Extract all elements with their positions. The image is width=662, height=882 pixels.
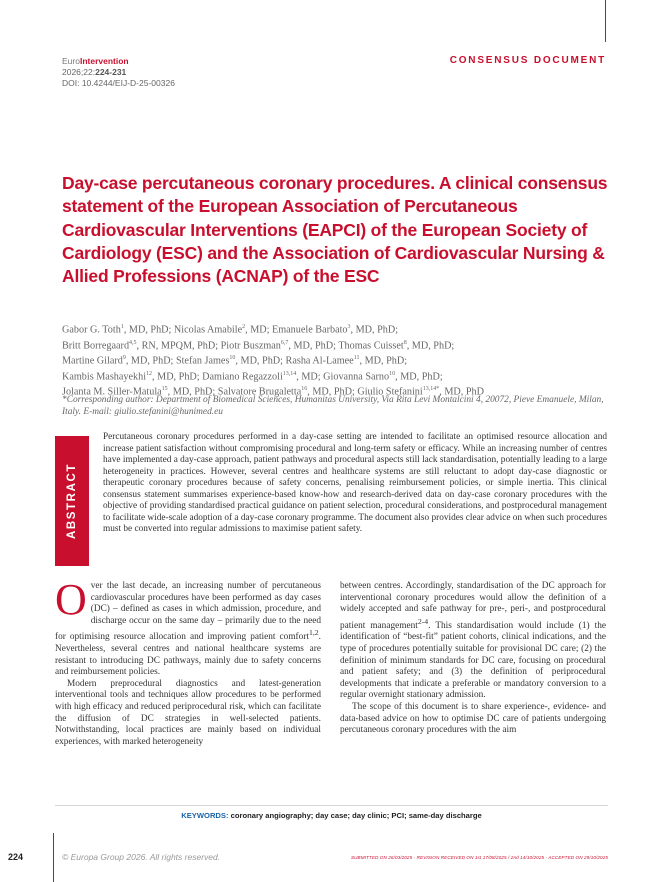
author-degrees: , RN, MPQM, PhD; <box>136 339 221 351</box>
submission-history: SUBMITTED ON 26/03/2025 - REVISION RECEIVED ON 1st 17/08/2025 / 2nd 14/10/2025 - ACCEPTED ON 29/10/2025 <box>350 855 608 860</box>
page-number: 224 <box>8 852 24 862</box>
author-line <box>62 352 622 368</box>
author-degrees: , MD, PhD; <box>125 355 176 367</box>
author-affiliation: 12 <box>146 370 153 377</box>
author-name: Giulio Stefanini <box>357 386 423 398</box>
author-name: Gabor G. Toth <box>62 324 121 336</box>
author-affiliation: 9 <box>122 355 126 362</box>
intro-paragraph-2: Modern preprocedural diagnostics and latest-generation interventional tools and techniques allow procedures to be performed with high efficacy and reduced periprocedural risk, which can facilitate the diffusion of DC strategies in well-selected patients. Notwithstanding, local practices are mainly based on individual experiences, with marked heterogeneity <box>55 678 321 747</box>
author-name: Stefan James <box>175 355 230 367</box>
author-degrees: , MD, PhD; <box>235 355 286 367</box>
journal-citation: 2026;22:224-231 <box>62 67 127 77</box>
article-title: Day-case percutaneous coronary procedures. A clinical consensus statement of the European Association of Percutaneous Cardiovascular Interventions (EAPCI) of the European Society of Cardiology (ESC) and the Association of Cardiovascular Nursing & Allied Professions (ACNAP) of the ESC <box>62 173 608 287</box>
author-affiliation: 2 <box>242 324 246 330</box>
journal-name: EuroIntervention <box>62 56 129 66</box>
author-name: Britt Borregaard <box>62 339 130 351</box>
intro-paragraph-1: Over the last decade, an increasing number of percutaneous cardiovascular procedures have been performed as day cases (DC) – defined as cases in which admission, procedure, and discharge occur on the same day – primarily due to the need for optimising resource allocation and improving patient comfort$^{1,2}$. Nevertheless, several centres and national healthcare systems are resistant to introducing DC pathways, mainly due to safety concerns and reimbursement policies. <box>55 575 321 678</box>
author-degrees: , MD, PhD <box>439 386 484 398</box>
author-degrees: , MD, PhD; <box>288 339 339 351</box>
intro-paragraph-4: The scope of this document is to share experience-, evidence- and data-based advice on how to optimise DC care of patients undergoing percutaneous coronary procedures with the aim <box>340 702 606 736</box>
copyright: © Europa Group 2026. All rights reserved. <box>62 852 221 862</box>
author-name: Nicolas Amabile <box>173 324 243 336</box>
author-name: Piotr Buszman <box>220 339 281 351</box>
drop-cap: O <box>55 575 87 624</box>
corresponding-author: *Corresponding author: Department of Biomedical Sciences, Humanitas University, Via Rita Levi Montalcini 4, 20072, Pieve Emanuele, Milan, Italy. E-mail: giulio.stefanini@hunimed.eu <box>62 395 604 418</box>
author-line <box>62 368 622 384</box>
author-affiliation: 1 <box>120 324 124 330</box>
author-affiliation: 3 <box>347 324 351 330</box>
author-degrees: , MD, PhD; <box>395 371 443 383</box>
keywords-label: KEYWORDS: <box>181 811 229 820</box>
abstract-label: ABSTRACT <box>66 462 79 540</box>
author-degrees: , MD, PhD; <box>152 371 203 383</box>
author-name: Martine Gilard <box>62 355 123 367</box>
author-affiliation: 10 <box>389 370 396 377</box>
journal-doi: DOI: 10.4244/EIJ-D-25-00326 <box>62 78 175 88</box>
author-affiliation: 13,14* <box>422 386 440 393</box>
author-list <box>62 321 622 399</box>
intro-paragraph-3: between centres. Accordingly, standardisation of the DC approach for interventional coronary procedures would allow the definition of a widely accepted and safe pathway for pre-, peri-, and postprocedural patient management$^{2-4}$. This standardisation would include (1) the identification of “best-fit” patient cohorts, clinical indications, and the type of procedures potentially suitable for provisional DC care; (2) the definition of minimum standards for DC care, focusing on procedural and patient safety; and (3) the definition of periprocedural developments that indicate a preferable or mandatory conversion to a regular overnight stationary admission. <box>340 581 606 701</box>
body-column-left <box>55 575 321 748</box>
abstract-text: Percutaneous coronary procedures performed in a day-case setting are intended to facilitate an optimised resource allocation and increase patient satisfaction without compromising procedural and long-term safety or efficacy. While an increasing number of centres have implemented a day-case approach, patient pathways and procedural aspects still lack standardisation, potentially leading to a large heterogeneity in practices. However, several centres and healthcare systems are still reluctant to adopt day-case diagnostic or therapeutic coronary procedures because of safety concerns, penalising reimbursement policies, or simple inertia. This clinical consensus statement summarises experience-based know-how and research-derived data on day-case coronary procedures with the objective of providing standardised practical guidance on patient selection, procedural considerations, and postprocedural management to facilitate wide-scale adoption of a day-case coronary programme. The document also provides clear advice on when such procedures must be converted into regular admissions to maximise patient safety. <box>103 432 608 534</box>
author-degrees: , MD; <box>296 371 324 383</box>
author-affiliation: 10 <box>229 355 236 362</box>
keywords <box>55 811 608 820</box>
author-name: Kambis Mashayekhi <box>62 371 147 383</box>
author-degrees: , MD, PhD; <box>123 324 174 336</box>
author-name: Thomas Cuisset <box>338 339 404 351</box>
journal-info <box>62 56 175 89</box>
author-affiliation: 6,7 <box>280 339 289 346</box>
author-name: Damiano Regazzoli <box>202 371 283 383</box>
author-affiliation: 4,5 <box>129 339 137 346</box>
footer-divider-line <box>53 833 54 882</box>
author-affiliation: 16 <box>301 386 308 393</box>
body-column-right <box>340 581 606 737</box>
author-degrees: , MD, PhD; <box>359 355 408 367</box>
author-affiliation: 15 <box>161 386 168 393</box>
author-degrees: , MD, PhD; <box>350 324 399 336</box>
author-affiliation: 11 <box>353 355 360 362</box>
author-degrees: , MD, PhD; <box>406 339 455 351</box>
author-degrees: , MD; <box>245 324 272 336</box>
keywords-value: coronary angiography; day case; day clinic; PCI; same-day discharge <box>230 811 482 820</box>
author-name: Jolanta M. Siller-Matula <box>62 386 162 398</box>
top-divider-line <box>605 0 606 42</box>
document-type: CONSENSUS DOCUMENT <box>449 55 606 66</box>
author-degrees: , MD, PhD; <box>307 386 358 398</box>
author-affiliation: 8 <box>403 339 407 346</box>
author-name: Rasha Al-Lamee <box>285 355 354 367</box>
author-affiliation: 13,14 <box>282 370 297 377</box>
author-line <box>62 321 622 337</box>
author-name: Giovanna Sarno <box>323 371 390 383</box>
author-degrees: , MD, PhD; <box>167 386 218 398</box>
author-line <box>62 337 622 353</box>
author-name: Salvatore Brugaletta <box>217 386 302 398</box>
author-name: Emanuele Barbato <box>272 324 348 336</box>
keywords-divider <box>55 805 608 806</box>
